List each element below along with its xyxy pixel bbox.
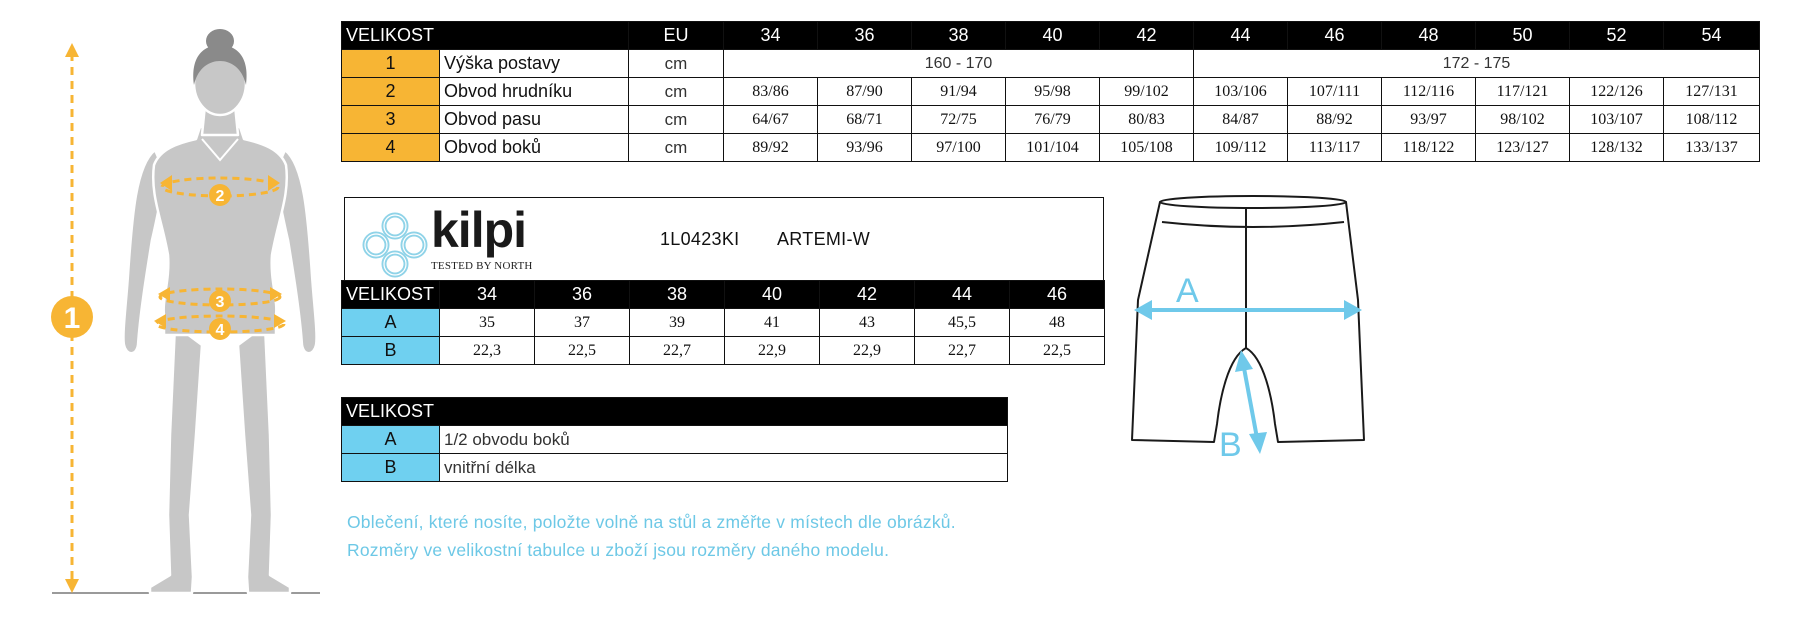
row-label: A: [342, 309, 440, 337]
table-row: [342, 106, 1760, 134]
row-label: B: [342, 454, 440, 482]
product-header: [344, 197, 1104, 280]
cell: 105/108: [1100, 134, 1194, 162]
cell: 122/126: [1570, 78, 1664, 106]
cell: 83/86: [724, 78, 818, 106]
cell: 91/94: [912, 78, 1006, 106]
cell: 118/122: [1382, 134, 1476, 162]
header-size: 34: [440, 281, 535, 309]
cell: 107/111: [1288, 78, 1382, 106]
instruction-note-1: Oblečení, které nosíte, položte volně na stůl a změřte v místech dle obrázků.: [347, 512, 956, 532]
cell: 128/132: [1570, 134, 1664, 162]
header-size: 46: [1010, 281, 1105, 309]
header-size: 38: [912, 22, 1006, 50]
cell: 22,7: [630, 337, 725, 365]
header-velikost: VELIKOST: [342, 22, 629, 50]
table-row: [342, 78, 1760, 106]
cell: 22,9: [820, 337, 915, 365]
cell: 127/131: [1664, 78, 1760, 106]
row-label: Výška postavy: [440, 50, 629, 78]
kilpi-knot-logo: [357, 207, 433, 283]
header-size: 46: [1288, 22, 1382, 50]
header-size: 44: [1194, 22, 1288, 50]
svg-text:4: 4: [215, 322, 225, 339]
row-desc: vnitřní délka: [440, 454, 1008, 482]
height-arrow-top: [65, 43, 79, 57]
cell: 41: [725, 309, 820, 337]
table-row: [342, 454, 1008, 482]
svg-text:2: 2: [215, 188, 225, 205]
size-table-header: [342, 22, 1760, 50]
cell: 98/102: [1476, 106, 1570, 134]
body-figure: [40, 15, 340, 605]
row-number: 2: [342, 78, 440, 106]
cell: 37: [535, 309, 630, 337]
product-name: ARTEMI-W: [777, 229, 871, 249]
cell: 93/96: [818, 134, 912, 162]
cell: 99/102: [1100, 78, 1194, 106]
cell: 93/97: [1382, 106, 1476, 134]
cell: 22,7: [915, 337, 1010, 365]
cell: 22,3: [440, 337, 535, 365]
brand-tagline: TESTED BY NORTH: [431, 260, 533, 272]
marker-4: [209, 318, 231, 340]
cell: 108/112: [1664, 106, 1760, 134]
row-label: B: [342, 337, 440, 365]
shorts-outline: [1132, 202, 1364, 442]
cell: 103/106: [1194, 78, 1288, 106]
header-velikost: VELIKOST: [342, 281, 440, 309]
cell: 117/121: [1476, 78, 1570, 106]
cell: 22,5: [535, 337, 630, 365]
shorts-diagram: [1120, 188, 1370, 468]
cell: 22,5: [1010, 337, 1105, 365]
table-row: [342, 309, 1105, 337]
cell: 35: [440, 309, 535, 337]
cell: 22,9: [725, 337, 820, 365]
row-number: 1: [342, 50, 440, 78]
row-label: A: [342, 426, 440, 454]
product-code: 1L0423KI: [660, 229, 740, 249]
table-row: [342, 134, 1760, 162]
header-eu: EU: [629, 22, 724, 50]
size-table: [341, 21, 1760, 162]
cell: 112/116: [1382, 78, 1476, 106]
row-label: Obvod hrudníku: [440, 78, 629, 106]
height-arrow-bottom: [65, 579, 79, 593]
table-row: [342, 50, 1760, 78]
header-size: 42: [820, 281, 915, 309]
marker-2: [209, 184, 231, 206]
cell: 64/67: [724, 106, 818, 134]
header-size: 48: [1382, 22, 1476, 50]
header-size: 36: [535, 281, 630, 309]
row-unit: cm: [629, 134, 724, 162]
height-range-a: 160 - 170: [724, 50, 1194, 78]
row-label: Obvod boků: [440, 134, 629, 162]
header-size: 50: [1476, 22, 1570, 50]
row-desc: 1/2 obvodu boků: [440, 426, 1008, 454]
table-row: [342, 337, 1105, 365]
cell: 103/107: [1570, 106, 1664, 134]
cell: 45,5: [915, 309, 1010, 337]
row-unit: cm: [629, 106, 724, 134]
product-size-table: [341, 280, 1105, 365]
header-size: 36: [818, 22, 912, 50]
measure-b-line: [1244, 368, 1257, 438]
header-size: 44: [915, 281, 1010, 309]
cell: 113/117: [1288, 134, 1382, 162]
cell: 133/137: [1664, 134, 1760, 162]
brand-wordmark: kilpi: [431, 202, 527, 258]
height-range-b: 172 - 175: [1194, 50, 1760, 78]
cell: 76/79: [1006, 106, 1100, 134]
cell: 87/90: [818, 78, 912, 106]
marker-1: [51, 296, 93, 338]
cell: 84/87: [1194, 106, 1288, 134]
measure-b-label: B: [1219, 426, 1242, 464]
shorts-waistband-top: [1160, 196, 1346, 208]
row-number: 4: [342, 134, 440, 162]
row-unit: cm: [629, 50, 724, 78]
header-size: 34: [724, 22, 818, 50]
header-size: 38: [630, 281, 725, 309]
hair-bun: [206, 29, 234, 53]
row-label: Obvod pasu: [440, 106, 629, 134]
header-velikost: VELIKOST: [342, 398, 1008, 426]
cell: 39: [630, 309, 725, 337]
table-row: [342, 426, 1008, 454]
cell: 89/92: [724, 134, 818, 162]
measure-b-arrow-bottom: [1249, 432, 1267, 454]
header-size: 42: [1100, 22, 1194, 50]
svg-text:3: 3: [215, 294, 225, 311]
svg-text:1: 1: [63, 302, 81, 335]
legend-table: [341, 397, 1008, 482]
cell: 43: [820, 309, 915, 337]
cell: 72/75: [912, 106, 1006, 134]
cell: 48: [1010, 309, 1105, 337]
legend-table-header: [342, 398, 1008, 426]
cell: 80/83: [1100, 106, 1194, 134]
header-size: 40: [725, 281, 820, 309]
marker-3: [209, 290, 231, 312]
cell: 95/98: [1006, 78, 1100, 106]
cell: 97/100: [912, 134, 1006, 162]
cell: 68/71: [818, 106, 912, 134]
header-size: 40: [1006, 22, 1100, 50]
product-table-header: [342, 281, 1105, 309]
measure-a-label: A: [1176, 272, 1199, 310]
header-size: 54: [1664, 22, 1760, 50]
instruction-note-2: Rozměry ve velikostní tabulce u zboží jsou rozměry daného modelu.: [347, 540, 890, 560]
cell: 101/104: [1006, 134, 1100, 162]
cell: 88/92: [1288, 106, 1382, 134]
cell: 123/127: [1476, 134, 1570, 162]
header-size: 52: [1570, 22, 1664, 50]
cell: 109/112: [1194, 134, 1288, 162]
row-unit: cm: [629, 78, 724, 106]
row-number: 3: [342, 106, 440, 134]
